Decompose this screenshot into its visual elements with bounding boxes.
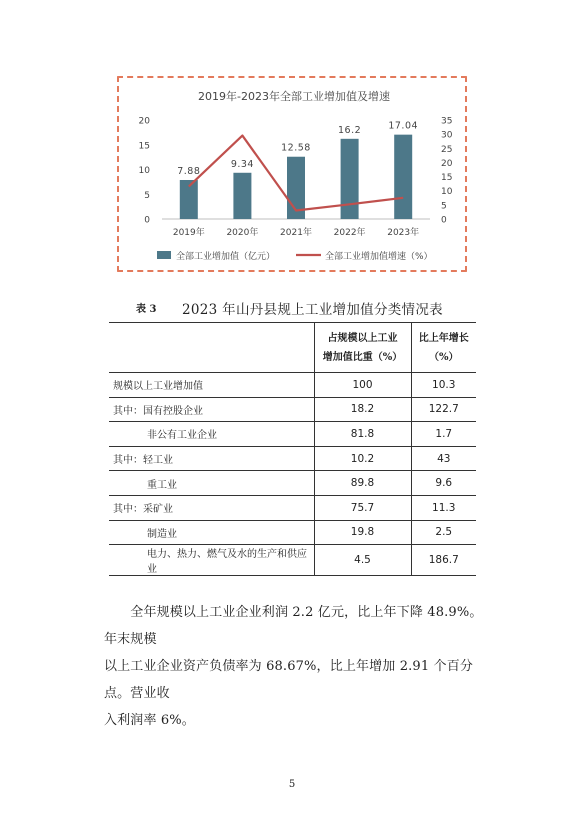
bar-data-label: 17.04 <box>388 120 419 132</box>
table-title: 2023 年山丹县规上工业增加值分类情况表 <box>182 302 443 318</box>
y-left-tick-label: 0 <box>144 215 150 226</box>
header-share-line2: 增加值比重（%） <box>322 351 403 363</box>
legend-swatch-bar <box>157 251 171 259</box>
bar <box>394 135 412 219</box>
bar-data-label: 16.2 <box>338 124 362 136</box>
row-share: 10.2 <box>314 446 411 471</box>
table-row <box>109 520 476 545</box>
industry-table <box>109 322 476 576</box>
row-label: 规模以上工业增加值 <box>109 373 314 398</box>
chart-title: 2019年-2023年全部工业增加值及增速 <box>198 90 390 103</box>
x-tick-label: 2020年 <box>226 228 259 238</box>
table-row <box>109 495 476 520</box>
y-right-tick-label: 5 <box>441 201 447 212</box>
y-right-tick-label: 35 <box>441 116 453 127</box>
x-tick-label: 2022年 <box>333 228 366 238</box>
y-left-tick-label: 15 <box>138 141 150 152</box>
legend-label-bar: 全部工业增加值（亿元） <box>176 252 276 262</box>
row-share: 100 <box>314 373 411 398</box>
bar-data-label: 7.88 <box>177 165 201 177</box>
header-growth-line1: 比上年增长 <box>418 332 469 344</box>
bar <box>341 139 359 219</box>
y-right-tick-label: 25 <box>441 144 453 155</box>
table-row <box>109 422 476 447</box>
x-tick-label: 2019年 <box>172 228 205 238</box>
row-growth: 122.7 <box>411 397 476 422</box>
y-right-tick-label: 10 <box>441 187 453 198</box>
table-caption <box>0 298 584 316</box>
row-share: 81.8 <box>314 422 411 447</box>
row-growth: 10.3 <box>411 373 476 398</box>
header-share-line1: 占规模以上工业 <box>327 332 398 344</box>
row-label: 电力、热力、燃气及水的生产和供应业 <box>109 545 314 576</box>
header-growth <box>411 323 476 373</box>
table-row <box>109 471 476 496</box>
row-growth: 186.7 <box>411 545 476 576</box>
row-label: 其中：轻工业 <box>109 446 314 471</box>
y-right-tick-label: 20 <box>441 158 453 169</box>
row-share: 4.5 <box>314 545 411 576</box>
row-growth: 11.3 <box>411 495 476 520</box>
row-growth: 9.6 <box>411 471 476 496</box>
paragraph-line: 以上工业企业资产负债率为 68.67%，比上年增加 2.91 个百分点。营业收 <box>104 659 474 701</box>
y-right-tick-label: 15 <box>441 173 453 184</box>
row-label: 制造业 <box>109 520 314 545</box>
y-left-tick-label: 10 <box>138 166 150 176</box>
row-share: 18.2 <box>314 397 411 422</box>
profit-paragraph <box>104 599 488 734</box>
header-blank <box>109 323 314 373</box>
page-number: 5 <box>288 779 296 790</box>
paragraph-line: 入利润率 6%。 <box>104 713 195 728</box>
row-growth: 43 <box>411 446 476 471</box>
row-share: 75.7 <box>314 495 411 520</box>
y-left-tick-label: 20 <box>138 116 150 127</box>
row-label: 其中：国有控股企业 <box>109 397 314 422</box>
y-left-tick-label: 5 <box>144 190 150 201</box>
bar-data-label: 12.58 <box>281 142 311 154</box>
row-label: 重工业 <box>109 471 314 496</box>
header-share <box>314 323 411 373</box>
row-label: 其中：采矿业 <box>109 495 314 520</box>
x-tick-label: 2021年 <box>280 228 312 238</box>
row-share: 19.8 <box>314 520 411 545</box>
table-row <box>109 446 476 471</box>
chart-container <box>117 76 467 272</box>
y-right-tick-label: 0 <box>441 215 447 226</box>
row-growth: 2.5 <box>411 520 476 545</box>
x-tick-label: 2023年 <box>387 228 420 238</box>
row-share: 89.8 <box>314 471 411 496</box>
table-row <box>109 397 476 422</box>
table-header-row <box>109 323 476 373</box>
bar-data-label: 9.34 <box>230 158 254 170</box>
row-growth: 1.7 <box>411 422 476 447</box>
combo-chart <box>119 78 469 274</box>
y-right-tick-label: 30 <box>441 130 453 141</box>
table-row <box>109 545 476 576</box>
table-number: 表 3 <box>136 304 157 315</box>
row-label: 非公有工业企业 <box>109 422 314 447</box>
table-row <box>109 373 476 398</box>
paragraph-line: 全年规模以上工业企业利润 2.2 亿元，比上年下降 48.9%。年末规模 <box>104 605 483 647</box>
header-growth-line2: （%） <box>428 351 459 363</box>
bar <box>233 173 251 219</box>
legend-label-line: 全部工业增加值增速（%） <box>325 252 433 262</box>
